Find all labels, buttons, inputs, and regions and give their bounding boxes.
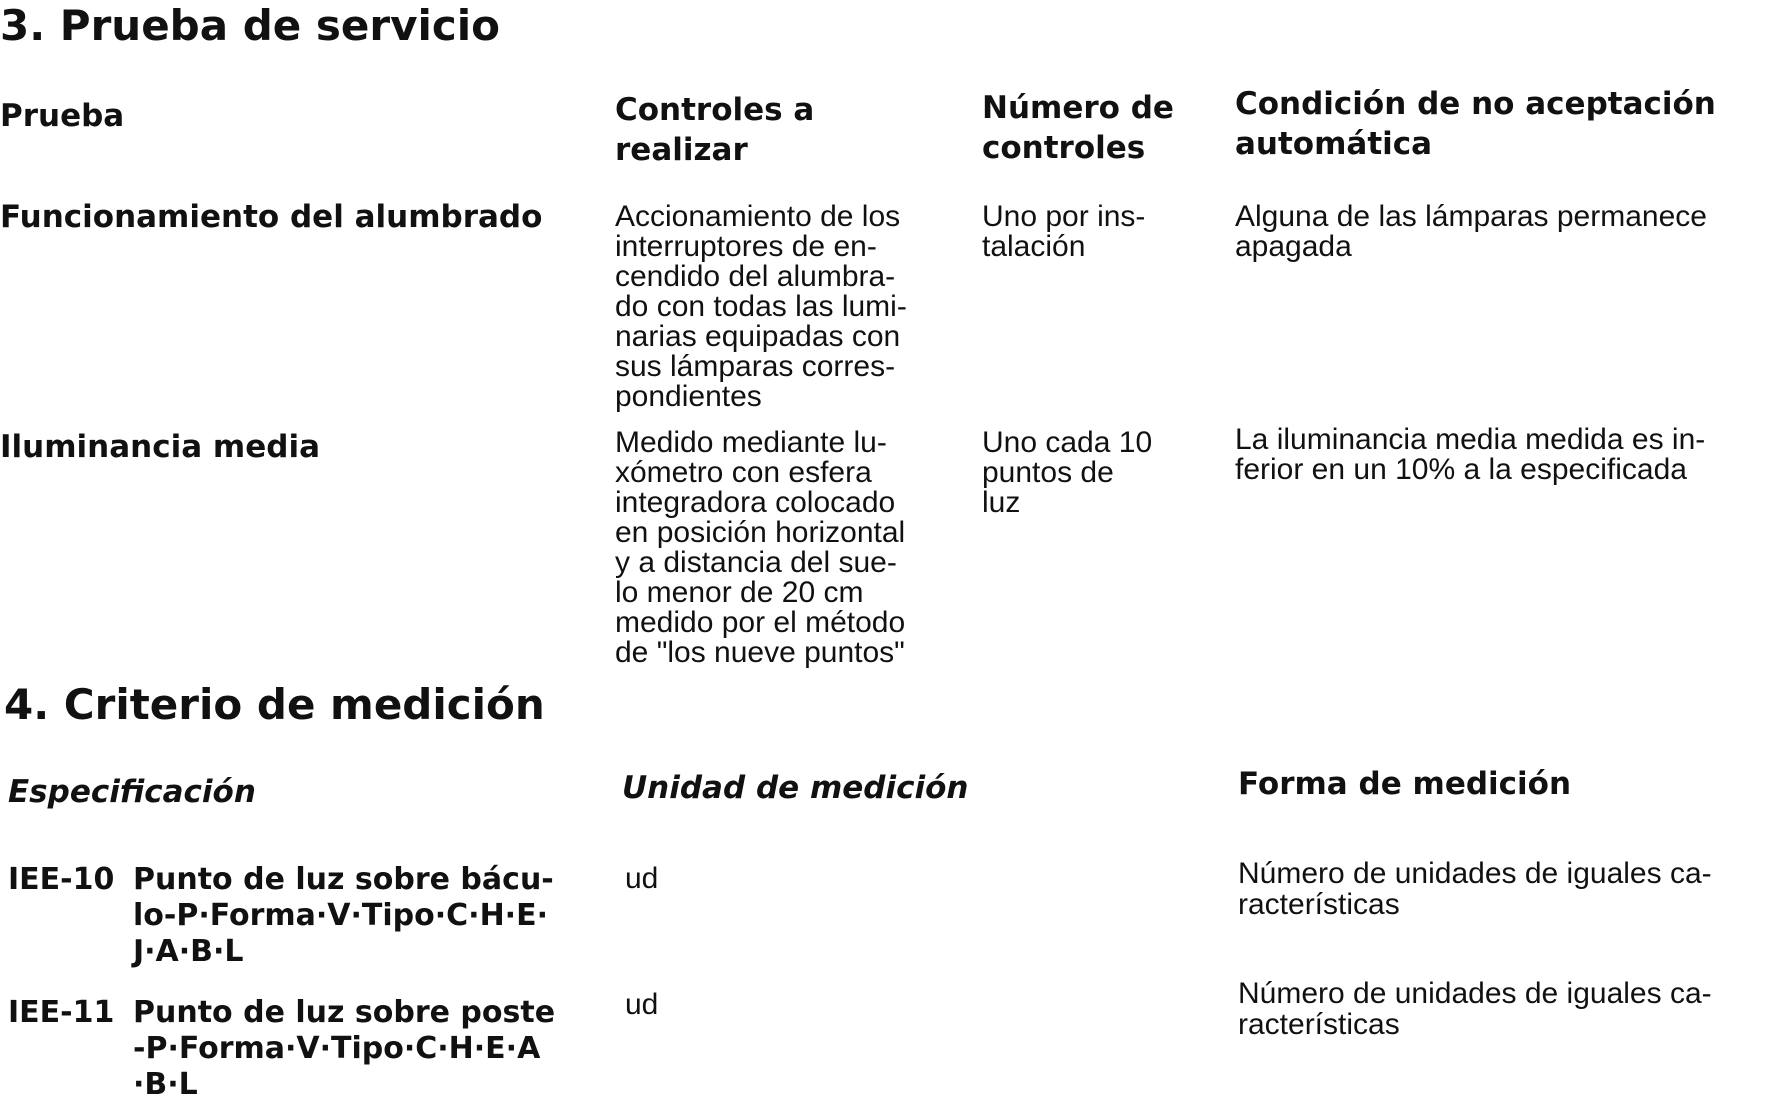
header-numero-controles: Número de controles — [982, 90, 1174, 166]
spec-code-iee-11: IEE-11 — [8, 995, 115, 1030]
spec-forma-iee-11: Número de unidades de iguales ca- racterísticas — [1238, 977, 1712, 1041]
row-numero-funcionamiento: Uno por ins- talación — [982, 200, 1146, 263]
spec-unidad-iee-10: ud — [625, 862, 659, 895]
spec-name-iee-11: Punto de luz sobre poste -P·Forma·V·Tipo·C·H·E·A ·B·L — [133, 995, 556, 1102]
spec-name-iee-10: Punto de luz sobre bácu- lo-P·Forma·V·Tipo·C·H·E· J·A·B·L — [133, 862, 554, 969]
header-prueba: Prueba — [0, 98, 125, 134]
row-controles-iluminancia: Medido mediante lu- xómetro con esfera integradora colocado en posición horizontal y a distancia del sue- lo menor de 20 cm medido por el método de "los nueve puntos" — [615, 426, 906, 669]
header-especificacion: Especificación — [8, 774, 256, 810]
header-unidad-medicion: Unidad de medición — [622, 770, 969, 806]
spec-forma-iee-10: Número de unidades de iguales ca- racterísticas — [1238, 857, 1712, 921]
row-condicion-funcionamiento: Alguna de las lámparas permanece apagada — [1235, 200, 1707, 263]
row-controles-funcionamiento: Accionamiento de los interruptores de en- cendido del alumbra- do con todas las lumi- narias equipadas con sus lámparas corres- pondientes — [615, 200, 907, 413]
row-prueba-iluminancia: Iluminancia media — [0, 429, 320, 465]
row-condicion-iluminancia: La iluminancia media medida es in- ferior en un 10% a la especificada — [1235, 423, 1706, 486]
row-numero-iluminancia: Uno cada 10 puntos de luz — [982, 426, 1153, 519]
section-4-title: 4. Criterio de medición — [4, 680, 545, 729]
spec-code-iee-10: IEE-10 — [8, 862, 115, 897]
spec-unidad-iee-11: ud — [625, 988, 659, 1021]
row-prueba-funcionamiento: Funcionamiento del alumbrado — [0, 199, 543, 235]
header-condicion: Condición de no aceptación automática — [1235, 86, 1716, 162]
header-controles: Controles a realizar — [615, 92, 815, 168]
header-forma-medicion: Forma de medición — [1238, 766, 1572, 802]
section-3-title: 3. Prueba de servicio — [0, 1, 501, 50]
